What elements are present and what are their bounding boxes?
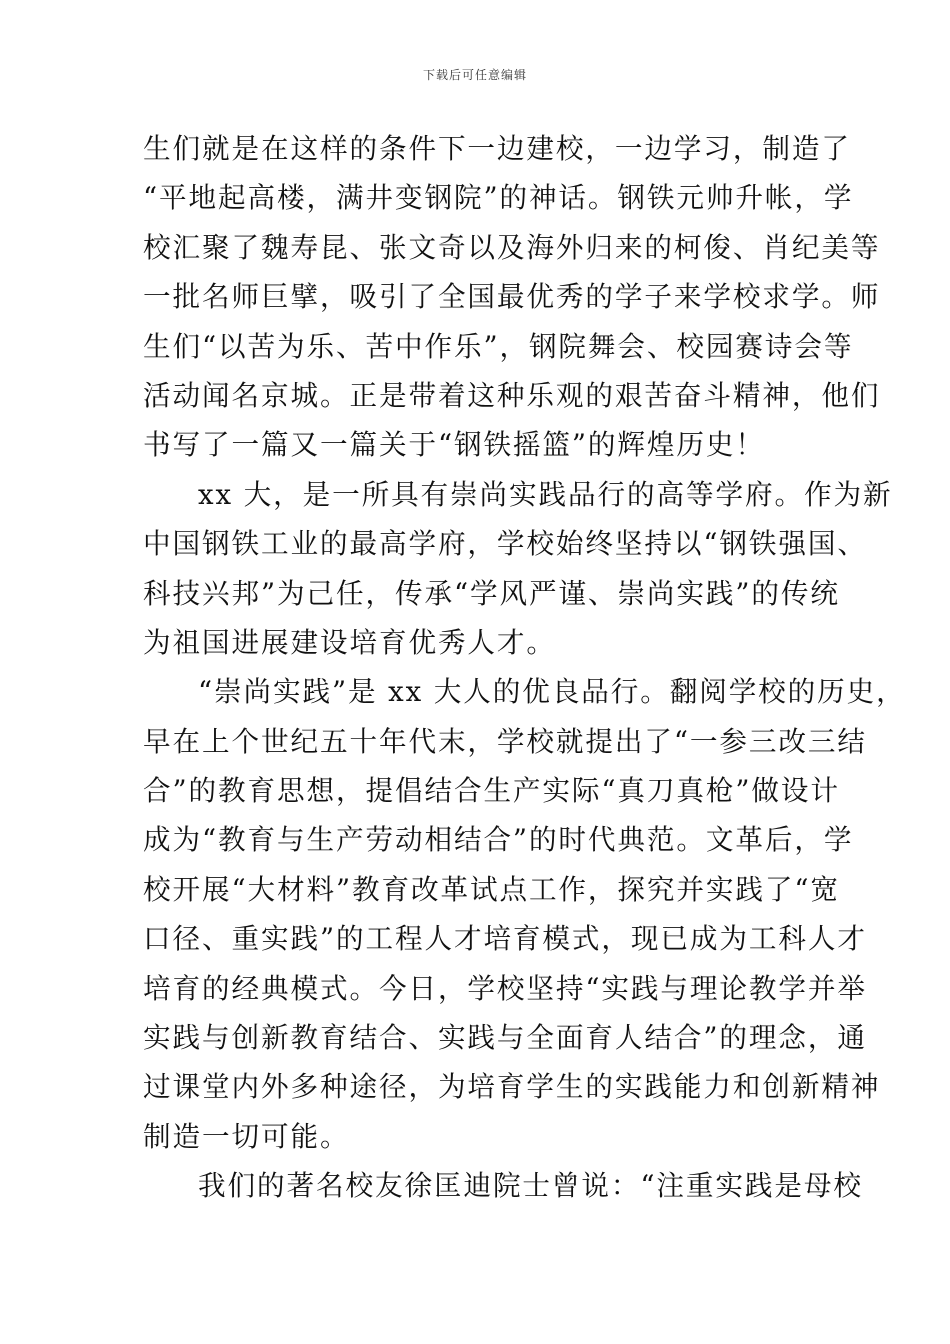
- paragraph: [143, 1161, 863, 1210]
- text-line: 成为“教育与生产劳动相结合”的时代典范。文革后，学: [143, 823, 854, 857]
- text-line: 一批名师巨擘，吸引了全国最优秀的学子来学校求学。师: [143, 280, 881, 314]
- document-body: [143, 124, 906, 1211]
- text-line: 生们“以苦为乐、苦中作乐”，钢院舞会、校园赛诗会等: [143, 329, 854, 363]
- text-line: 活动闻名京城。正是带着这种乐观的艰苦奋斗精神，他们: [143, 378, 881, 412]
- text-line: 培育的经典模式。今日，学校坚持“实践与理论教学并举: [143, 971, 867, 1005]
- text-line: 合”的教育思想，提倡结合生产实际“真刀真枪”做设计: [143, 774, 840, 808]
- text-line: 校开展“大材料”教育改革试点工作，探究并实践了“宽: [143, 872, 840, 906]
- text-line: 我们的著名校友徐匡迪院士曾说：“注重实践是母校: [198, 1169, 863, 1203]
- paragraph: [143, 470, 893, 668]
- text-line: 过课堂内外多种途径，为培育学生的实践能力和创新精神: [143, 1070, 881, 1104]
- text-line: 制造一切可能。: [143, 1119, 350, 1153]
- text-line: 口径、重实践”的工程人才培育模式，现已成为工科人才: [143, 922, 867, 956]
- text-line: 早在上个世纪五十年代末，学校就提出了“一参三改三结: [143, 724, 867, 758]
- text-line: xx 大，是一所具有崇尚实践品行的高等学府。作为新: [198, 477, 893, 511]
- text-line: “崇尚实践”是 xx 大人的优良品行。翻阅学校的历史，: [198, 675, 906, 709]
- header-note: 下载后可任意编辑: [422, 68, 527, 82]
- text-line: 中国钢铁工业的最高学府，学校始终坚持以“钢铁强国、: [143, 527, 867, 561]
- text-line: “平地起高楼，满井变钢院”的神话。钢铁元帅升帐，学: [143, 181, 854, 215]
- paragraph: [143, 124, 881, 470]
- paragraph: [143, 667, 906, 1161]
- text-line: 书写了一篇又一篇关于“钢铁摇篮”的辉煌历史！: [143, 428, 765, 462]
- text-line: 实践与创新教育结合、实践与全面育人结合”的理念，通: [143, 1021, 867, 1055]
- text-line: 为祖国进展建设培育优秀人才。: [143, 625, 556, 659]
- text-line: 校汇聚了魏寿昆、张文奇以及海外归来的柯俊、肖纪美等: [143, 230, 881, 264]
- text-line: 生们就是在这样的条件下一边建校，一边学习，制造了: [143, 132, 851, 165]
- text-line: 科技兴邦”为己任，传承“学风严谨、崇尚实践”的传统: [143, 576, 840, 610]
